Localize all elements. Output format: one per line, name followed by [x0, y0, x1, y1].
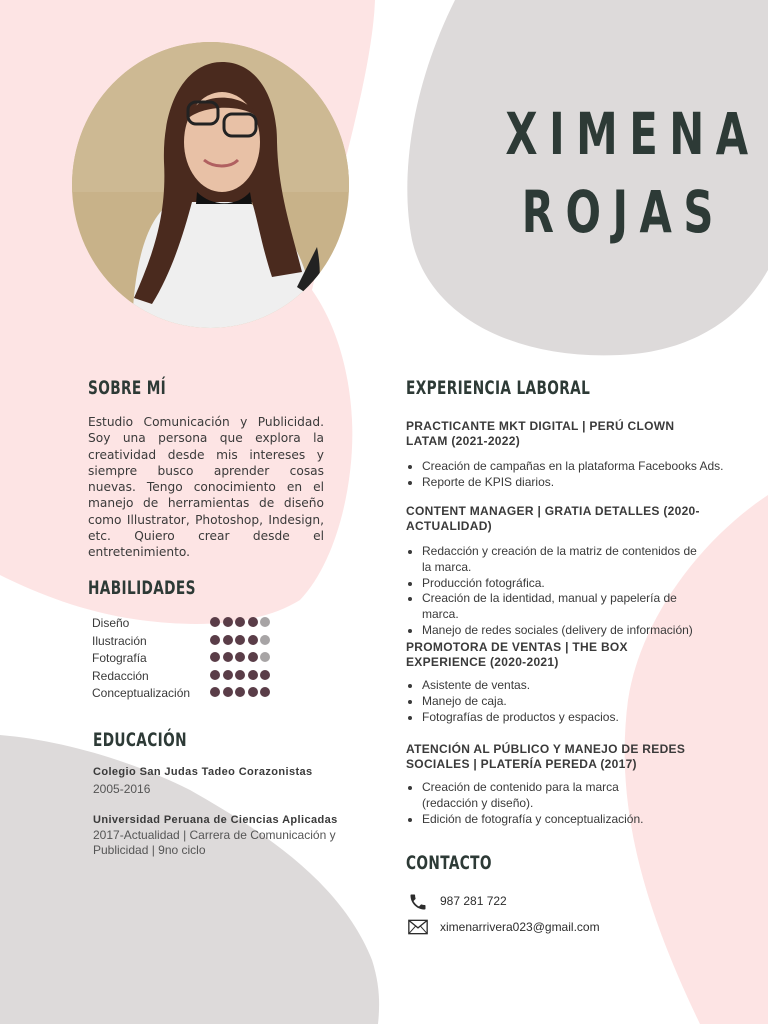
skills-heading: HABILIDADES [88, 577, 196, 599]
skill-dot-filled [223, 652, 233, 662]
education-detail: 2017-Actualidad | Carrera de Comunicación y Publicidad | 9no ciclo [93, 828, 336, 857]
skill-level-dots [210, 635, 273, 649]
skill-dot-filled [210, 670, 220, 680]
list-item: Creación de la identidad, manual y papelería de marca. [406, 591, 706, 623]
skill-dot-filled [235, 687, 245, 697]
job-bullets [406, 459, 726, 491]
skill-label: Redacción [92, 668, 149, 683]
list-item: Creación de campañas en la plataforma Facebooks Ads. [406, 459, 726, 475]
skill-level-dots [210, 670, 273, 684]
skill-label: Fotografía [92, 651, 147, 665]
phone-icon [408, 892, 428, 912]
skill-row [92, 667, 282, 685]
skill-dot-empty [260, 635, 270, 645]
skill-row [92, 614, 282, 632]
skill-dot-filled [248, 635, 258, 645]
job-title: PROMOTORA DE VENTAS | THE BOX EXPERIENCE (2020-2021) [406, 640, 628, 669]
skill-dot-filled [235, 652, 245, 662]
skill-dot-filled [248, 617, 258, 627]
skill-row [92, 649, 282, 667]
skill-level-dots [210, 617, 273, 631]
job-title: CONTENT MANAGER | GRATIA DETALLES (2020-ACTUALIDAD) [406, 504, 700, 533]
skill-dot-filled [248, 687, 258, 697]
profile-photo [72, 42, 349, 328]
list-item: Creación de contenido para la marca (redacción y diseño). [406, 780, 646, 812]
job-title: ATENCIÓN AL PÚBLICO Y MANEJO DE REDES SOCIALES | PLATERÍA PEREDA (2017) [406, 742, 686, 771]
skill-dot-filled [210, 635, 220, 645]
education-detail: 2005-2016 [93, 782, 151, 796]
about-text: Estudio Comunicación y Publicidad. Soy una persona que explora la creatividad desde mis intereses y siempre busco aprender cosas nuevas. Tengo conocimiento en el manejo de herramientas de diseño como Illustrator, Photoshop, Indesign, etc. Quiero crear desde el entretenimiento. [88, 415, 324, 560]
education-school: Universidad Peruana de Ciencias Aplicadas [93, 814, 338, 826]
skills-list [92, 614, 282, 702]
skill-dot-filled [235, 617, 245, 627]
skill-dot-filled [223, 687, 233, 697]
list-item: Asistente de ventas. [406, 678, 726, 694]
list-item: Fotografías de productos y espacios. [406, 710, 726, 726]
email-address[interactable]: ximenarrivera023@gmail.com [440, 920, 600, 934]
phone-number[interactable]: 987 281 722 [440, 894, 507, 908]
skill-dot-filled [260, 687, 270, 697]
skill-level-dots [210, 652, 273, 666]
skill-dot-filled [235, 670, 245, 680]
skill-dot-filled [248, 652, 258, 662]
skill-row [92, 632, 282, 650]
contact-email [408, 918, 600, 938]
skill-dot-filled [223, 635, 233, 645]
skill-dot-filled [210, 687, 220, 697]
skill-dot-filled [260, 670, 270, 680]
skill-label: Conceptualización [92, 686, 191, 700]
skill-dot-empty [260, 617, 270, 627]
skill-dot-filled [210, 652, 220, 662]
job-bullets [406, 544, 706, 639]
skill-dot-filled [248, 670, 258, 680]
skill-dot-filled [223, 670, 233, 680]
list-item: Edición de fotografía y conceptualización. [406, 812, 646, 828]
contact-phone [408, 892, 507, 912]
list-item: Manejo de caja. [406, 694, 726, 710]
job-title: PRACTICANTE MKT DIGITAL | PERÚ CLOWN LATAM (2021-2022) [406, 419, 675, 448]
skill-dot-empty [260, 652, 270, 662]
skill-dot-filled [223, 617, 233, 627]
skill-dot-filled [210, 617, 220, 627]
skill-dot-filled [235, 635, 245, 645]
skill-label: Ilustración [92, 633, 147, 648]
last-name: ROJAS [521, 178, 725, 246]
job-bullets [406, 678, 726, 725]
contact-heading: CONTACTO [406, 852, 492, 874]
skill-label: Diseño [92, 616, 130, 630]
job-bullets [406, 780, 646, 827]
gray-blob-bottom-left [0, 735, 379, 1024]
about-heading: SOBRE MÍ [88, 377, 167, 399]
skill-level-dots [210, 687, 273, 701]
education-heading: EDUCACIÓN [93, 729, 187, 751]
list-item: Reporte de KPIS diarios. [406, 475, 726, 491]
list-item: Manejo de redes sociales (delivery de información) [406, 623, 706, 639]
first-name: XIMENA [505, 100, 760, 168]
list-item: Redacción y creación de la matriz de contenidos de la marca. [406, 544, 706, 576]
envelope-icon [408, 918, 428, 936]
skill-row [92, 684, 282, 702]
list-item: Producción fotográfica. [406, 576, 706, 592]
education-school: Colegio San Judas Tadeo Corazonistas [93, 766, 313, 778]
experience-heading: EXPERIENCIA LABORAL [406, 377, 591, 399]
